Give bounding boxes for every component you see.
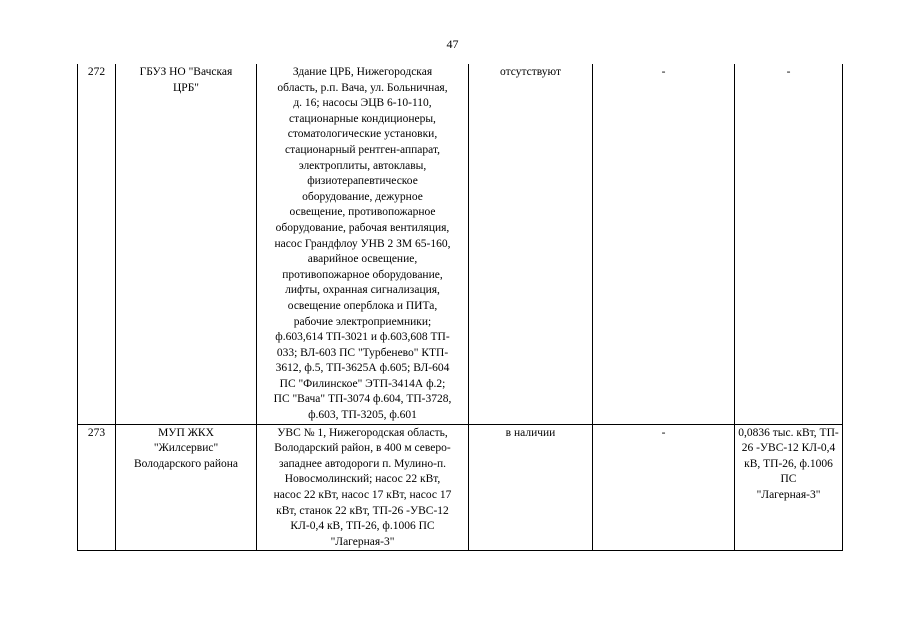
column-6-cell: - <box>735 64 843 424</box>
object-description-cell: Здание ЦРБ, Нижегородская область, р.п. Вача, ул. Больничная, д. 16; насосы ЭЦВ 6-10-110, стационарные кондиционеры, стоматологические установки, стационарный рентген-аппарат, электроплиты, автоклавы, физиотерапевтическое оборудование, дежурное освещение, противопожарное оборудование, рабочая вентиляция, насос Грандфлоу УНВ 2 ЗМ 65-160, аварийное освещение, противопожарное оборудование, лифты, охранная сигнализация, освещение оперблока и ПИТа, рабочие электроприемники; ф.603,614 ТП-3021 и ф.603,608 ТП- 033; ВЛ-603 ПС "Турбенево" КТП- 3612, ф.5, ТП-3625А ф.605; ВЛ-604 ПС "Филинское" ЭТП-3414А ф.2; ПС "Вача" ТП-3074 ф.604, ТП-3728, ф.603, ТП-3205, ф.601 <box>257 64 469 424</box>
availability-status-cell: отсутствуют <box>469 64 593 424</box>
availability-status-cell: в наличии <box>469 424 593 551</box>
page-number: 47 <box>446 37 459 51</box>
column-5-cell: - <box>593 64 735 424</box>
document-table <box>77 64 843 551</box>
organization-name-cell: ГБУЗ НО "Вачская ЦРБ" <box>116 64 257 424</box>
organization-name-cell: МУП ЖКХ "Жилсервис" Володарского района <box>116 424 257 551</box>
object-description-cell: УВС № 1, Нижегородская область, Володарский район, в 400 м северо- западнее автодороги п. Мулино-п. Новосмолинский; насос 22 кВт, насос 22 кВт, насос 17 кВт, насос 17 кВт, станок 22 кВт, ТП-26 -УВС-12 КЛ-0,4 кВ, ТП-26, ф.1006 ПС "Лагерная-3" <box>257 424 469 551</box>
column-6-cell: 0,0836 тыс. кВт, ТП- 26 -УВС-12 КЛ-0,4 кВ, ТП-26, ф.1006 ПС "Лагерная-3" <box>735 424 843 551</box>
column-5-cell: - <box>593 424 735 551</box>
table-row <box>78 64 843 424</box>
table-row <box>78 424 843 551</box>
row-number-cell: 272 <box>78 64 116 424</box>
row-number-cell: 273 <box>78 424 116 551</box>
